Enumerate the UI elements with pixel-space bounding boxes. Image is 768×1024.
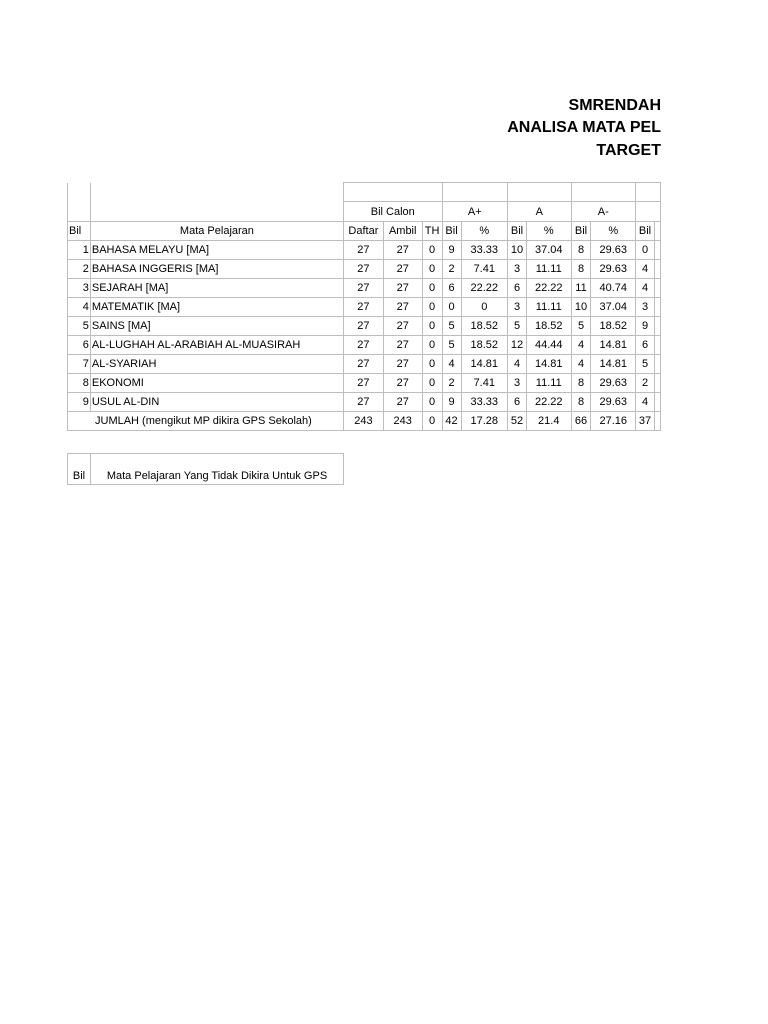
total-daftar: 243 xyxy=(343,412,383,431)
cell-next-bil: 0 xyxy=(636,241,655,260)
total-a-pct: 21.4 xyxy=(526,412,571,431)
group-a-plus: A+ xyxy=(442,202,507,222)
cell-next-bil: 4 xyxy=(636,393,655,412)
total-th: 0 xyxy=(422,412,442,431)
subject-name: BAHASA INGGERIS [MA] xyxy=(90,260,343,279)
total-aplus-bil: 42 xyxy=(442,412,461,431)
table-row xyxy=(68,317,661,336)
cell-a-pct: 37.04 xyxy=(526,241,571,260)
total-label: JUMLAH (mengikut MP dikira GPS Sekolah) xyxy=(68,412,344,431)
cell-aminus-bil: 4 xyxy=(571,355,591,374)
cell-aplus-pct: 7.41 xyxy=(461,260,508,279)
cell-daftar: 27 xyxy=(343,336,383,355)
total-aminus-bil: 66 xyxy=(571,412,591,431)
cell-th: 0 xyxy=(422,260,442,279)
table-row xyxy=(68,298,661,317)
cell-aplus-bil: 2 xyxy=(442,260,461,279)
cell-aminus-bil: 8 xyxy=(571,241,591,260)
cell-daftar: 27 xyxy=(343,355,383,374)
row-number: 5 xyxy=(68,317,91,336)
cell-ambil: 27 xyxy=(383,374,422,393)
cell-a-bil: 12 xyxy=(508,336,527,355)
cell-next-bil: 4 xyxy=(636,260,655,279)
cell-a-bil: 3 xyxy=(508,374,527,393)
subject-name: BAHASA MELAYU [MA] xyxy=(90,241,343,260)
cell-next-bil: 5 xyxy=(636,355,655,374)
cell-aplus-pct: 14.81 xyxy=(461,355,508,374)
row-number: 9 xyxy=(68,393,91,412)
cell-ambil: 27 xyxy=(383,355,422,374)
cell-aplus-bil: 6 xyxy=(442,279,461,298)
cell-aminus-bil: 8 xyxy=(571,374,591,393)
cell-aplus-pct: 33.33 xyxy=(461,393,508,412)
cell-ambil: 27 xyxy=(383,279,422,298)
table-header-spacer xyxy=(68,183,661,202)
cell-aplus-bil: 4 xyxy=(442,355,461,374)
cell-aminus-pct: 14.81 xyxy=(591,336,636,355)
table-row xyxy=(68,393,661,412)
cell-ambil: 27 xyxy=(383,393,422,412)
analysis-title: ANALISA MATA PEL xyxy=(507,119,661,136)
excluded-header-spacer xyxy=(68,454,344,469)
col-aminus-pct-header: % xyxy=(591,222,636,241)
col-a-pct-header: % xyxy=(526,222,571,241)
cell-a-bil: 5 xyxy=(508,317,527,336)
cell-a-bil: 4 xyxy=(508,355,527,374)
cell-a-pct: 44.44 xyxy=(526,336,571,355)
cell-aminus-pct: 14.81 xyxy=(591,355,636,374)
table-row xyxy=(68,279,661,298)
cell-aplus-pct: 22.22 xyxy=(461,279,508,298)
cell-aminus-bil: 8 xyxy=(571,393,591,412)
cell-aplus-bil: 2 xyxy=(442,374,461,393)
excluded-col-bil-header: Bil xyxy=(68,468,91,485)
cell-aplus-bil: 5 xyxy=(442,336,461,355)
subject-name: SEJARAH [MA] xyxy=(90,279,343,298)
cell-next-bil: 6 xyxy=(636,336,655,355)
cell-aminus-bil: 5 xyxy=(571,317,591,336)
col-ambil-header: Ambil xyxy=(383,222,422,241)
cell-aplus-pct: 33.33 xyxy=(461,241,508,260)
cell-ambil: 27 xyxy=(383,298,422,317)
row-number: 8 xyxy=(68,374,91,393)
subject-analysis-table xyxy=(67,182,661,431)
col-aplus-pct-header: % xyxy=(461,222,508,241)
total-aminus-pct: 27.16 xyxy=(591,412,636,431)
table-row xyxy=(68,336,661,355)
col-mata-pelajaran-header: Mata Pelajaran xyxy=(90,222,343,241)
cell-th: 0 xyxy=(422,241,442,260)
cell-aminus-pct: 29.63 xyxy=(591,374,636,393)
table-row xyxy=(68,355,661,374)
cell-next-bil: 9 xyxy=(636,317,655,336)
cell-daftar: 27 xyxy=(343,393,383,412)
row-number: 1 xyxy=(68,241,91,260)
col-th-header: TH xyxy=(422,222,442,241)
row-number: 7 xyxy=(68,355,91,374)
total-a-bil: 52 xyxy=(508,412,527,431)
group-a: A xyxy=(508,202,572,222)
cell-aminus-bil: 10 xyxy=(571,298,591,317)
cell-th: 0 xyxy=(422,393,442,412)
table-row xyxy=(68,241,661,260)
row-number: 4 xyxy=(68,298,91,317)
cell-a-bil: 10 xyxy=(508,241,527,260)
cell-daftar: 27 xyxy=(343,374,383,393)
cell-a-bil: 3 xyxy=(508,298,527,317)
cell-th: 0 xyxy=(422,336,442,355)
cell-aplus-pct: 18.52 xyxy=(461,317,508,336)
cell-th: 0 xyxy=(422,374,442,393)
subject-name: EKONOMI xyxy=(90,374,343,393)
cell-a-pct: 11.11 xyxy=(526,374,571,393)
cell-aplus-bil: 0 xyxy=(442,298,461,317)
cell-a-pct: 11.11 xyxy=(526,298,571,317)
subject-name: AL-LUGHAH AL-ARABIAH AL-MUASIRAH xyxy=(90,336,343,355)
subject-analysis-table-viewport xyxy=(67,182,661,442)
cell-aminus-bil: 4 xyxy=(571,336,591,355)
cell-a-bil: 6 xyxy=(508,279,527,298)
cell-a-pct: 11.11 xyxy=(526,260,571,279)
cell-a-pct: 14.81 xyxy=(526,355,571,374)
target-title: TARGET xyxy=(596,142,661,159)
col-daftar-header: Daftar xyxy=(343,222,383,241)
cell-aminus-pct: 29.63 xyxy=(591,260,636,279)
group-bil-calon: Bil Calon xyxy=(343,202,442,222)
cell-aplus-pct: 18.52 xyxy=(461,336,508,355)
cell-aminus-pct: 40.74 xyxy=(591,279,636,298)
cell-aminus-pct: 37.04 xyxy=(591,298,636,317)
cell-ambil: 27 xyxy=(383,336,422,355)
subject-name: AL-SYARIAH xyxy=(90,355,343,374)
cell-th: 0 xyxy=(422,298,442,317)
excluded-subjects-table xyxy=(67,453,344,485)
cell-th: 0 xyxy=(422,279,442,298)
cell-a-bil: 6 xyxy=(508,393,527,412)
cell-th: 0 xyxy=(422,355,442,374)
cell-next-bil: 4 xyxy=(636,279,655,298)
cell-aplus-pct: 0 xyxy=(461,298,508,317)
row-number: 2 xyxy=(68,260,91,279)
row-number: 6 xyxy=(68,336,91,355)
excluded-header-row xyxy=(68,468,344,485)
col-next-bil-header: Bil xyxy=(636,222,655,241)
school-code-title: SMRENDAH xyxy=(568,97,661,114)
total-row xyxy=(68,412,661,431)
cell-aminus-bil: 8 xyxy=(571,260,591,279)
cell-th: 0 xyxy=(422,317,442,336)
cell-a-pct: 22.22 xyxy=(526,279,571,298)
subject-name: MATEMATIK [MA] xyxy=(90,298,343,317)
cell-daftar: 27 xyxy=(343,279,383,298)
cell-aminus-pct: 18.52 xyxy=(591,317,636,336)
table-sub-header xyxy=(68,222,661,241)
total-next-bil: 37 xyxy=(636,412,655,431)
cell-a-pct: 18.52 xyxy=(526,317,571,336)
total-ambil: 243 xyxy=(383,412,422,431)
cell-ambil: 27 xyxy=(383,241,422,260)
cell-ambil: 27 xyxy=(383,260,422,279)
col-aplus-bil-header: Bil xyxy=(442,222,461,241)
group-a-minus: A- xyxy=(571,202,635,222)
subject-name: SAINS [MA] xyxy=(90,317,343,336)
subject-name: USUL AL-DIN xyxy=(90,393,343,412)
cell-a-pct: 22.22 xyxy=(526,393,571,412)
excluded-col-mp-header: Mata Pelajaran Yang Tidak Dikira Untuk GPS xyxy=(91,468,344,485)
cell-aplus-bil: 9 xyxy=(442,393,461,412)
cell-daftar: 27 xyxy=(343,260,383,279)
col-bil-header: Bil xyxy=(68,222,91,241)
cell-aplus-bil: 9 xyxy=(442,241,461,260)
table-row xyxy=(68,260,661,279)
col-aminus-bil-header: Bil xyxy=(571,222,591,241)
table-row xyxy=(68,374,661,393)
col-a-bil-header: Bil xyxy=(508,222,527,241)
cell-next-bil: 2 xyxy=(636,374,655,393)
cell-aminus-pct: 29.63 xyxy=(591,393,636,412)
table-group-header xyxy=(68,202,661,222)
cell-aminus-pct: 29.63 xyxy=(591,241,636,260)
cell-aplus-bil: 5 xyxy=(442,317,461,336)
row-number: 3 xyxy=(68,279,91,298)
cell-aplus-pct: 7.41 xyxy=(461,374,508,393)
total-aplus-pct: 17.28 xyxy=(461,412,508,431)
cell-aminus-bil: 11 xyxy=(571,279,591,298)
cell-a-bil: 3 xyxy=(508,260,527,279)
cell-daftar: 27 xyxy=(343,298,383,317)
cell-ambil: 27 xyxy=(383,317,422,336)
cell-daftar: 27 xyxy=(343,317,383,336)
cell-next-bil: 3 xyxy=(636,298,655,317)
cell-daftar: 27 xyxy=(343,241,383,260)
